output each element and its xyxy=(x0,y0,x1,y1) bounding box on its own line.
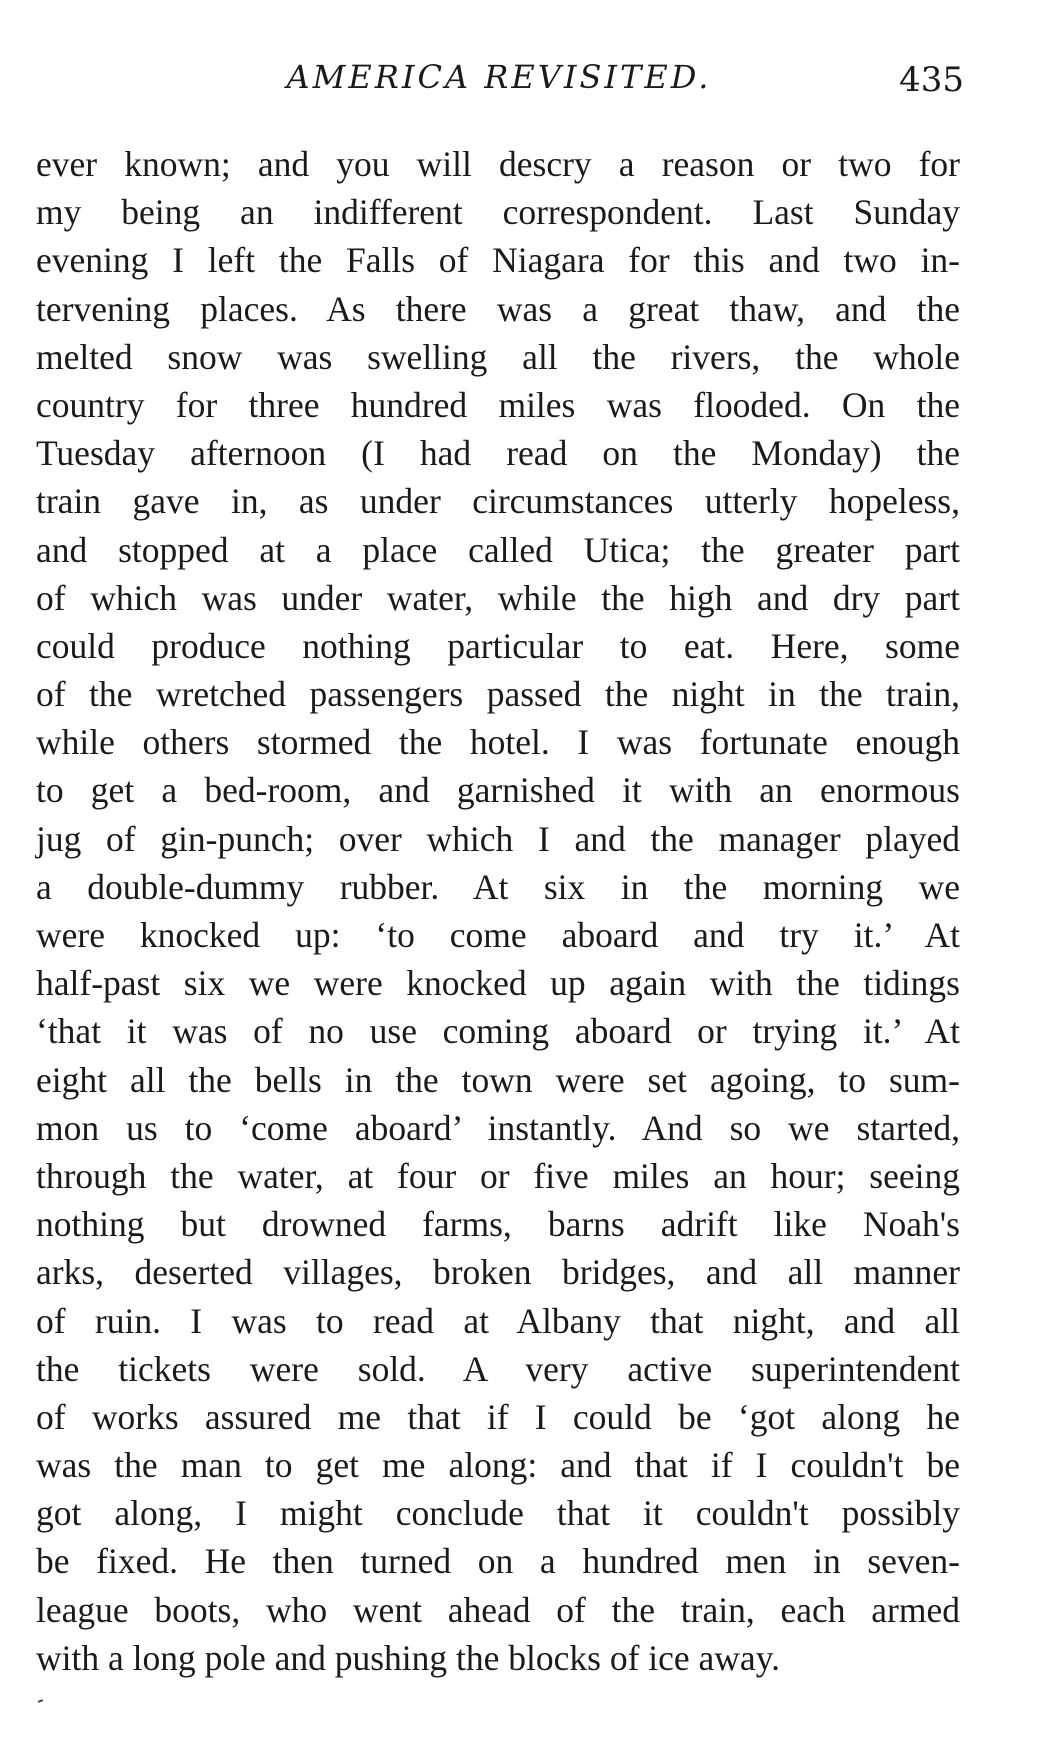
text-line: league boots, who went ahead of the train, each armed xyxy=(36,1589,960,1630)
text-line: arks, deserted villages, broken bridges, and all manner xyxy=(36,1252,960,1293)
text-line: a double-dummy rubber. At six in the morning we xyxy=(36,866,960,907)
text-line: Tuesday afternoon (I had read on the Monday) the xyxy=(36,433,960,474)
text-line: was the man to get me along: and that if I couldn't be xyxy=(36,1445,960,1486)
text-line: of works assured me that if I could be ‘got along he xyxy=(36,1396,960,1437)
text-line: could produce nothing particular to eat. Here, some xyxy=(36,625,960,666)
text-line: of ruin. I was to read at Albany that night, and all xyxy=(36,1300,960,1341)
text-line: to get a bed-room, and garnished it with an enormous xyxy=(36,770,960,811)
text-line: be fixed. He then turned on a hundred men in seven- xyxy=(36,1541,960,1582)
text-line: evening I left the Falls of Niagara for this and two in- xyxy=(36,240,960,281)
text-line: my being an indifferent correspondent. Last Sunday xyxy=(36,192,960,233)
text-line: country for three hundred miles was flooded. On the xyxy=(36,384,960,425)
text-line: of which was under water, while the high and dry part xyxy=(36,577,960,618)
text-line: were knocked up: ‘to come aboard and try it.’ At xyxy=(36,915,960,955)
text-line: tervening places. As there was a great thaw, and the xyxy=(36,288,960,329)
text-line: ever known; and you will descry a reason or two for xyxy=(36,144,960,184)
text-line: got along, I might conclude that it couldn't possibly xyxy=(36,1493,960,1534)
text-line: through the water, at four or five miles an hour; seeing xyxy=(36,1155,960,1196)
text-line: melted snow was swelling all the rivers, the whole xyxy=(36,336,960,377)
text-line: nothing but drowned farms, barns adrift like Noah's xyxy=(36,1204,960,1245)
text-line: and stopped at a place called Utica; the greater part xyxy=(36,529,960,570)
text-line: while others stormed the hotel. I was fortunate enough xyxy=(36,722,960,763)
page-number: 435 xyxy=(899,60,964,100)
page-header xyxy=(36,58,962,108)
text-line: ‘that it was of no use coming aboard or trying it.’ At xyxy=(36,1011,960,1052)
text-line: eight all the bells in the town were set agoing, to sum- xyxy=(36,1059,960,1100)
text-line: jug of gin-punch; over which I and the manager played xyxy=(36,818,960,859)
text-line: half-past six we were knocked up again with the tidings xyxy=(36,963,960,1004)
text-line: train gave in, as under circumstances utterly hopeless, xyxy=(36,481,960,522)
text-line: mon us to ‘come aboard’ instantly. And so we started, xyxy=(36,1107,960,1148)
text-line: with a long pole and pushing the blocks of ice away. xyxy=(36,1637,781,1678)
print-speck xyxy=(38,1699,43,1703)
running-title: AMERICA REVISITED. xyxy=(286,58,712,96)
text-line: of the wretched passengers passed the night in the train, xyxy=(36,674,960,715)
body-text xyxy=(36,140,960,1682)
text-line: the tickets were sold. A very active superintendent xyxy=(36,1348,960,1389)
